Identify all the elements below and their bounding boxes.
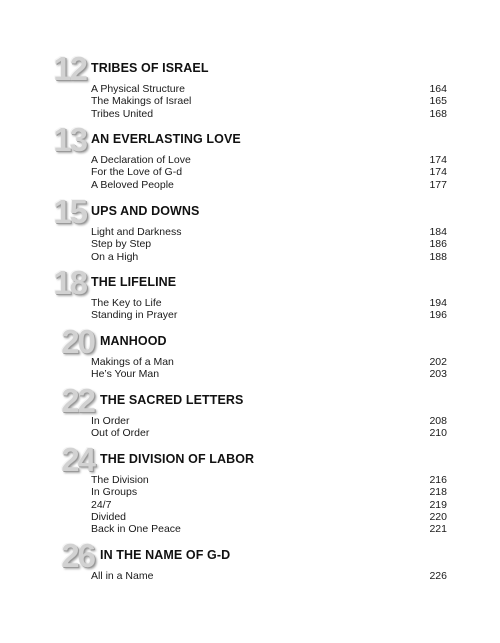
- toc-entry[interactable]: [91, 511, 447, 523]
- chapter-number: 18: [53, 264, 86, 301]
- toc-entry[interactable]: [91, 523, 447, 535]
- entry-title: Standing in Prayer: [91, 309, 178, 322]
- chapter-number: 24: [61, 441, 94, 478]
- toc-entry[interactable]: [91, 570, 447, 582]
- chapter-number: 13: [53, 121, 86, 158]
- toc-entry[interactable]: [91, 297, 447, 309]
- entry-title: All in a Name: [91, 570, 154, 582]
- section-list: [91, 415, 447, 440]
- page-number: 218: [429, 486, 447, 499]
- page-number: 165: [429, 95, 447, 108]
- toc-entry[interactable]: [91, 309, 447, 321]
- section-list: [91, 226, 447, 263]
- chapter-number: 26: [61, 537, 94, 574]
- chapter-title: AN EVERLASTING LOVE: [91, 132, 241, 146]
- chapter-title: TRIBES OF ISRAEL: [91, 61, 209, 75]
- toc-entry[interactable]: [91, 356, 447, 368]
- entry-title: A Beloved People: [91, 178, 174, 191]
- page-number: 196: [429, 309, 447, 322]
- entry-title: Step by Step: [91, 238, 152, 251]
- entry-title: On a High: [91, 250, 139, 263]
- page-number: 216: [429, 474, 447, 486]
- entry-title: In Order: [91, 415, 130, 427]
- entry-title: He’s Your Man: [91, 368, 160, 381]
- entry-title: Out of Order: [91, 427, 150, 440]
- chapter-number: 15: [53, 193, 86, 230]
- entry-title: 24/7: [91, 498, 112, 511]
- page-number: 202: [429, 356, 447, 368]
- toc-entry[interactable]: [91, 154, 447, 166]
- page-number: 220: [429, 510, 447, 523]
- page-number: 226: [429, 570, 447, 582]
- page-number: 186: [429, 238, 447, 251]
- page-number: 184: [429, 226, 447, 238]
- page-number: 208: [429, 415, 447, 427]
- toc-entry[interactable]: [91, 427, 447, 439]
- chapter-title: THE LIFELINE: [91, 275, 177, 289]
- page-number: 221: [429, 523, 447, 536]
- entry-title: The Key to Life: [91, 297, 162, 309]
- page-number: 174: [429, 166, 447, 179]
- toc-entry[interactable]: [91, 226, 447, 238]
- page-number: 164: [429, 83, 447, 95]
- page-number: 174: [429, 154, 447, 166]
- entry-title: Back in One Peace: [91, 523, 181, 536]
- page-number: 203: [429, 368, 447, 381]
- toc-entry[interactable]: [91, 95, 447, 107]
- page-number: 168: [429, 107, 447, 120]
- section-list: [91, 154, 447, 191]
- chapter-title: MANHOOD: [100, 334, 167, 348]
- toc-entry[interactable]: [91, 486, 447, 498]
- chapter-title: IN THE NAME OF G-D: [100, 548, 231, 562]
- section-list: [91, 570, 447, 582]
- entry-title: The Makings of Israel: [91, 95, 192, 108]
- chapter-title: UPS AND DOWNS: [91, 204, 200, 218]
- chapter-number: 22: [61, 382, 94, 419]
- section-list: [91, 83, 447, 120]
- toc-entry[interactable]: [91, 499, 447, 511]
- toc-entry[interactable]: [91, 415, 447, 427]
- entry-title: Makings of a Man: [91, 356, 174, 368]
- entry-title: In Groups: [91, 486, 138, 499]
- toc-entry[interactable]: [91, 368, 447, 380]
- toc-entry[interactable]: [91, 238, 447, 250]
- page-number: 188: [429, 250, 447, 263]
- entry-title: The Division: [91, 474, 149, 486]
- section-list: [91, 356, 447, 381]
- toc-entry[interactable]: [91, 251, 447, 263]
- toc-entry[interactable]: [91, 179, 447, 191]
- toc-entry[interactable]: [91, 108, 447, 120]
- entry-title: Tribes United: [91, 107, 154, 120]
- chapter-title: THE SACRED LETTERS: [100, 393, 244, 407]
- chapter-title: THE DIVISION OF LABOR: [100, 452, 255, 466]
- toc-entry[interactable]: [91, 166, 447, 178]
- entry-title: For the Love of G-d: [91, 166, 183, 179]
- page-number: 219: [429, 498, 447, 511]
- section-list: [91, 297, 447, 322]
- page-number: 210: [429, 427, 447, 440]
- entry-title: A Physical Structure: [91, 83, 185, 95]
- toc-entry[interactable]: [91, 474, 447, 486]
- chapter-number: 20: [61, 323, 94, 360]
- page-number: 177: [429, 178, 447, 191]
- entry-title: A Declaration of Love: [91, 154, 191, 166]
- toc-entry[interactable]: [91, 83, 447, 95]
- section-list: [91, 474, 447, 535]
- entry-title: Light and Darkness: [91, 226, 182, 238]
- entry-title: Divided: [91, 510, 127, 523]
- chapter-number: 12: [53, 50, 86, 87]
- page-number: 194: [429, 297, 447, 309]
